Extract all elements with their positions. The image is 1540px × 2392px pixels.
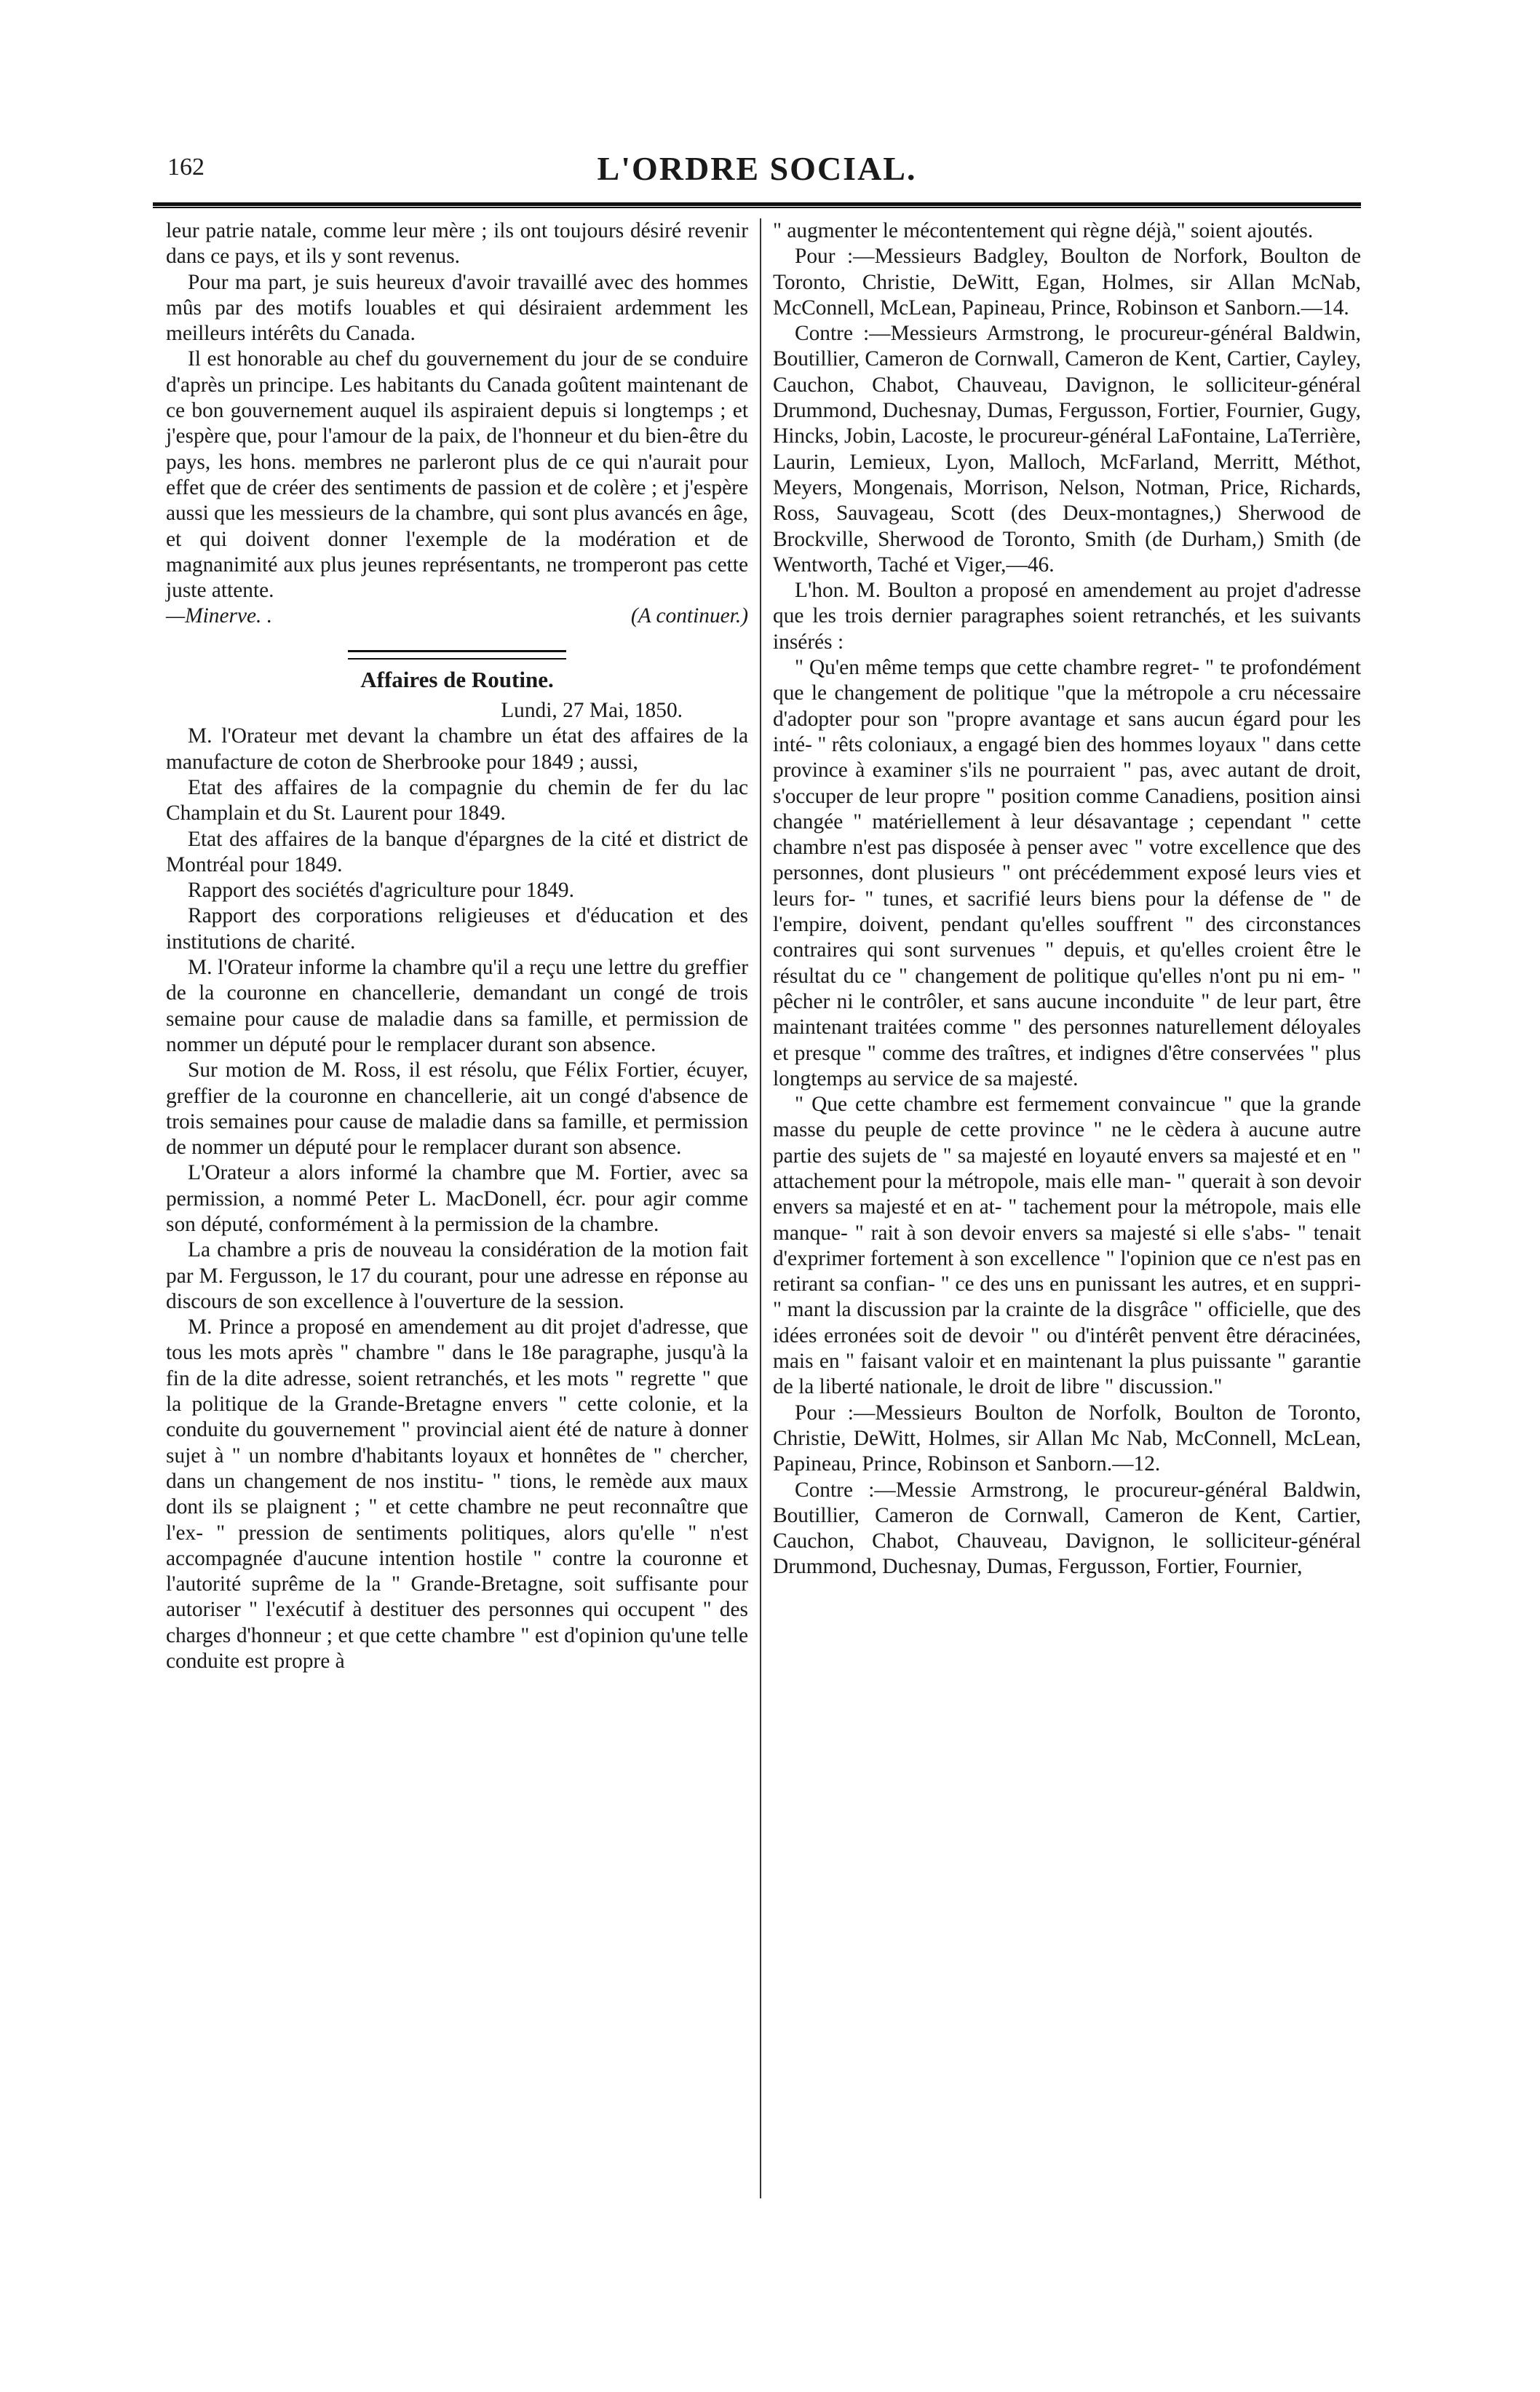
paragraph: La chambre a pris de nouveau la considération de la motion fait par M. Fergusson, le 17 du courant, pour une adresse en réponse au discours de son excellence à l'ouverture de la session. (166, 1238, 748, 1313)
quoted-amendment: " Que cette chambre est fermement convaincue " que la grande masse du peuple de cette province " ne le cèdera à aucune autre partie des sujets de " sa majesté en loyauté envers sa majesté et en " attachement pour la métropole, mais elle man- " querait à son devoir envers sa majesté et en at- " tachement pour la métropole, mais elle manque- " rait à son devoir envers sa majesté si elle s'abs- " tenait d'exprimer fortement à son excellence " l'opinion que ce n'est pas en retirant sa confian- " ce des uns en punissant les autres, et en suppri- " mant la discussion par la crainte de la disgrâce " officielle, que des idées erronées soit de devoir " ou d'intérêt penvent être déracinées, mais en " faisant valoir et en maintenant la plus puissante " garantie de la liberté nationale, le droit de libre " discussion." (773, 1093, 1361, 1399)
paragraph: M. l'Orateur met devant la chambre un état des affaires de la manufacture de coton de Sherbrooke pour 1849 ; aussi, (166, 724, 748, 774)
left-column (166, 218, 748, 1674)
vote-for: Pour :—Messieurs Badgley, Boulton de Norfork, Boulton de Toronto, Christie, DeWitt, Egan, Holmes, sir Allan McNab, McConnell, McLean, Papineau, Prince, Robinson et Sanborn.—14. (773, 245, 1361, 320)
section-heading: Affaires de Routine. (360, 666, 554, 692)
page-number: 162 (167, 154, 205, 181)
page-header (153, 149, 1361, 193)
continuation-note: (A continuer.) (630, 604, 748, 628)
dateline: Lundi, 27 Mai, 1850. (501, 699, 683, 723)
section-divider (348, 650, 566, 660)
running-title: L'ORDRE SOCIAL. (597, 150, 917, 187)
paragraph: Etat des affaires de la compagnie du chemin de fer du lac Champlain et du St. Laurent pour 1849. (166, 775, 748, 825)
vote-against: Contre :—Messie Armstrong, le procureur-général Baldwin, Boutillier, Cameron de Cornwall, Cameron de Kent, Cartier, Cauchon, Chabot, Chauveau, Davignon, le solliciteur-général Drummond, Duchesnay, Dumas, Fergusson, Fortier, Fournier, (773, 1478, 1361, 1579)
column-divider (760, 218, 761, 2198)
paragraph: Rapport des sociétés d'agriculture pour 1849. (188, 879, 574, 903)
paragraph: L'hon. M. Boulton a proposé en amendement au projet d'adresse que les trois dernier paragraphes soient retranchés, et les suivants insérés : (773, 579, 1361, 654)
paragraph: leur patrie natale, comme leur mère ; ils ont toujours désiré revenir dans ce pays, et ils y sont revenus. (166, 219, 748, 269)
paragraph: Pour ma part, je suis heureux d'avoir travaillé avec des hommes mûs par des motifs louables et qui désiraient ardemment les meilleurs intérêts du Canada. (166, 270, 748, 346)
paragraph: M. Prince a proposé en amendement au dit projet d'adresse, que tous les mots après " chambre " dans le 18e paragraphe, jusqu'à la fin de la dite adresse, soient retranchés, et les mots " regrette " que la politique de la Grande-Bretagne envers " cette colonie, et la conduite du gouvernement " provincial aient été de nature à donner sujet à " un nombre d'habitants loyaux et honnêtes de " chercher, dans un changement de nos institu- " tions, le remède aux maux dont ils se plaignent ; " et cette chambre ne peut reconnaître que l'ex- " pression de sentiments politiques, alors qu'elle " n'est accompagnée d'aucune intention hostile " contre la couronne et l'autorité suprême de la " Grande-Bretagne, soit suffisante pour autoriser " l'exécutif à destituer des personnes qui occupent " des charges d'honneur ; et que cette chambre " est d'opinion qu'une telle conduite est propre à (166, 1315, 748, 1674)
paragraph: Sur motion de M. Ross, il est résolu, que Félix Fortier, écuyer, greffier de la couronne en chancellerie, ait un congé d'absence de trois semaines pour cause de maladie dans sa famille, et permission de nommer un député pour le remplacer durant son absence. (166, 1058, 748, 1160)
paragraph: Il est honorable au chef du gouvernement du jour de se conduire d'après un principe. Les habitants du Canada goûtent maintenant de ce bon gouvernement auquel ils aspiraient depuis si longtemps ; et j'espère que, pour l'amour de la paix, de l'honneur et du bien-être du pays, les hons. membres ne parleront plus de ce qui n'aurait pour effet que de créer des sentiments de passion et de colère ; et j'espère aussi que les messieurs de la chambre, qui sont plus avancés en âge, et qui doivent donner l'exemple de la modération et de magnanimité aux plus jeunes représentants, ne tromperont pas cette juste attente. (166, 347, 748, 603)
vote-for: Pour :—Messieurs Boulton de Norfolk, Boulton de Toronto, Christie, DeWitt, Holmes, sir Allan Mc Nab, McConnell, McLean, Papineau, Prince, Robinson et Sanborn.—12. (773, 1401, 1361, 1476)
signature-line (166, 603, 748, 629)
paragraph: M. l'Orateur informe la chambre qu'il a reçu une lettre du greffier de la couronne en chancellerie, demandant un congé de trois semaine pour cause de maladie dans sa famille, et permission de nommer un député pour le remplacer durant son absence. (166, 956, 748, 1056)
header-rule (153, 202, 1361, 208)
source-attribution: —Minerve. . (166, 604, 273, 628)
quoted-amendment: " Qu'en même temps que cette chambre regret- " te profondément que le changement de politique "que la métropole a cru nécessaire d'adopter pour son "propre avantage et sans aucun égard pour les inté- " rêts coloniaux, a engagé bien des hommes loyaux " dans cette province à examiner s'ils ne pourraient " pas, avec autant de droit, s'occuper de leur propre " position comme Canadiens, position ainsi changée " matériellement à leur désavantage ; cependant " cette chambre n'est pas disposée à penser avec " votre excellence que des personnes, dont plusieurs " ont précédemment exposé leurs vies et leurs for- " tunes, et sacrifié leurs biens pour la défense de " de l'empire, doivent, pendant qu'elles souffrent " des circonstances contraires qui sont survenues " depuis, et qu'elles croient être le résultat du ce " changement de politique qu'elles n'ont pu ni em- " pêcher ni le contrôler, et sans aucune inconduite " de leur part, être maintenant traitées comme " des personnes naturellement déloyales et presque " comme des traîtres, et indignes d'être conservées " plus longtemps au service de sa majesté. (773, 656, 1361, 1090)
paragraph: Etat des affaires de la banque d'épargnes de la cité et district de Montréal pour 1849. (166, 827, 748, 876)
right-column (773, 218, 1361, 1580)
paragraph: " augmenter le mécontentement qui règne déjà," soient ajoutés. (773, 219, 1314, 242)
paragraph: L'Orateur a alors informé la chambre que M. Fortier, avec sa permission, a nommé Peter L. MacDonell, écr. pour agir comme son député, conformément à la permission de la chambre. (166, 1161, 748, 1236)
paragraph: Rapport des corporations religieuses et d'éducation et des institutions de charité. (166, 904, 748, 954)
vote-against: Contre :—Messieurs Armstrong, le procureur-général Baldwin, Boutillier, Cameron de Cornwall, Cameron de Kent, Cartier, Cayley, Cauchon, Chabot, Chauveau, Davignon, le solliciteur-général Drummond, Duchesnay, Dumas, Fergusson, Fortier, Fournier, Gugy, Hincks, Jobin, Lacoste, le procureur-général LaFontaine, LaTerrière, Laurin, Lemieux, Lyon, Malloch, McFarland, Merritt, Méthot, Meyers, Mongenais, Morrison, Nelson, Notman, Price, Richards, Ross, Sauvageau, Scott (des Deux-montagnes,) Sherwood de Brockville, Sherwood de Toronto, Smith (de Durham,) Smith (de Wentworth, Taché et Viger,—46. (773, 322, 1361, 577)
